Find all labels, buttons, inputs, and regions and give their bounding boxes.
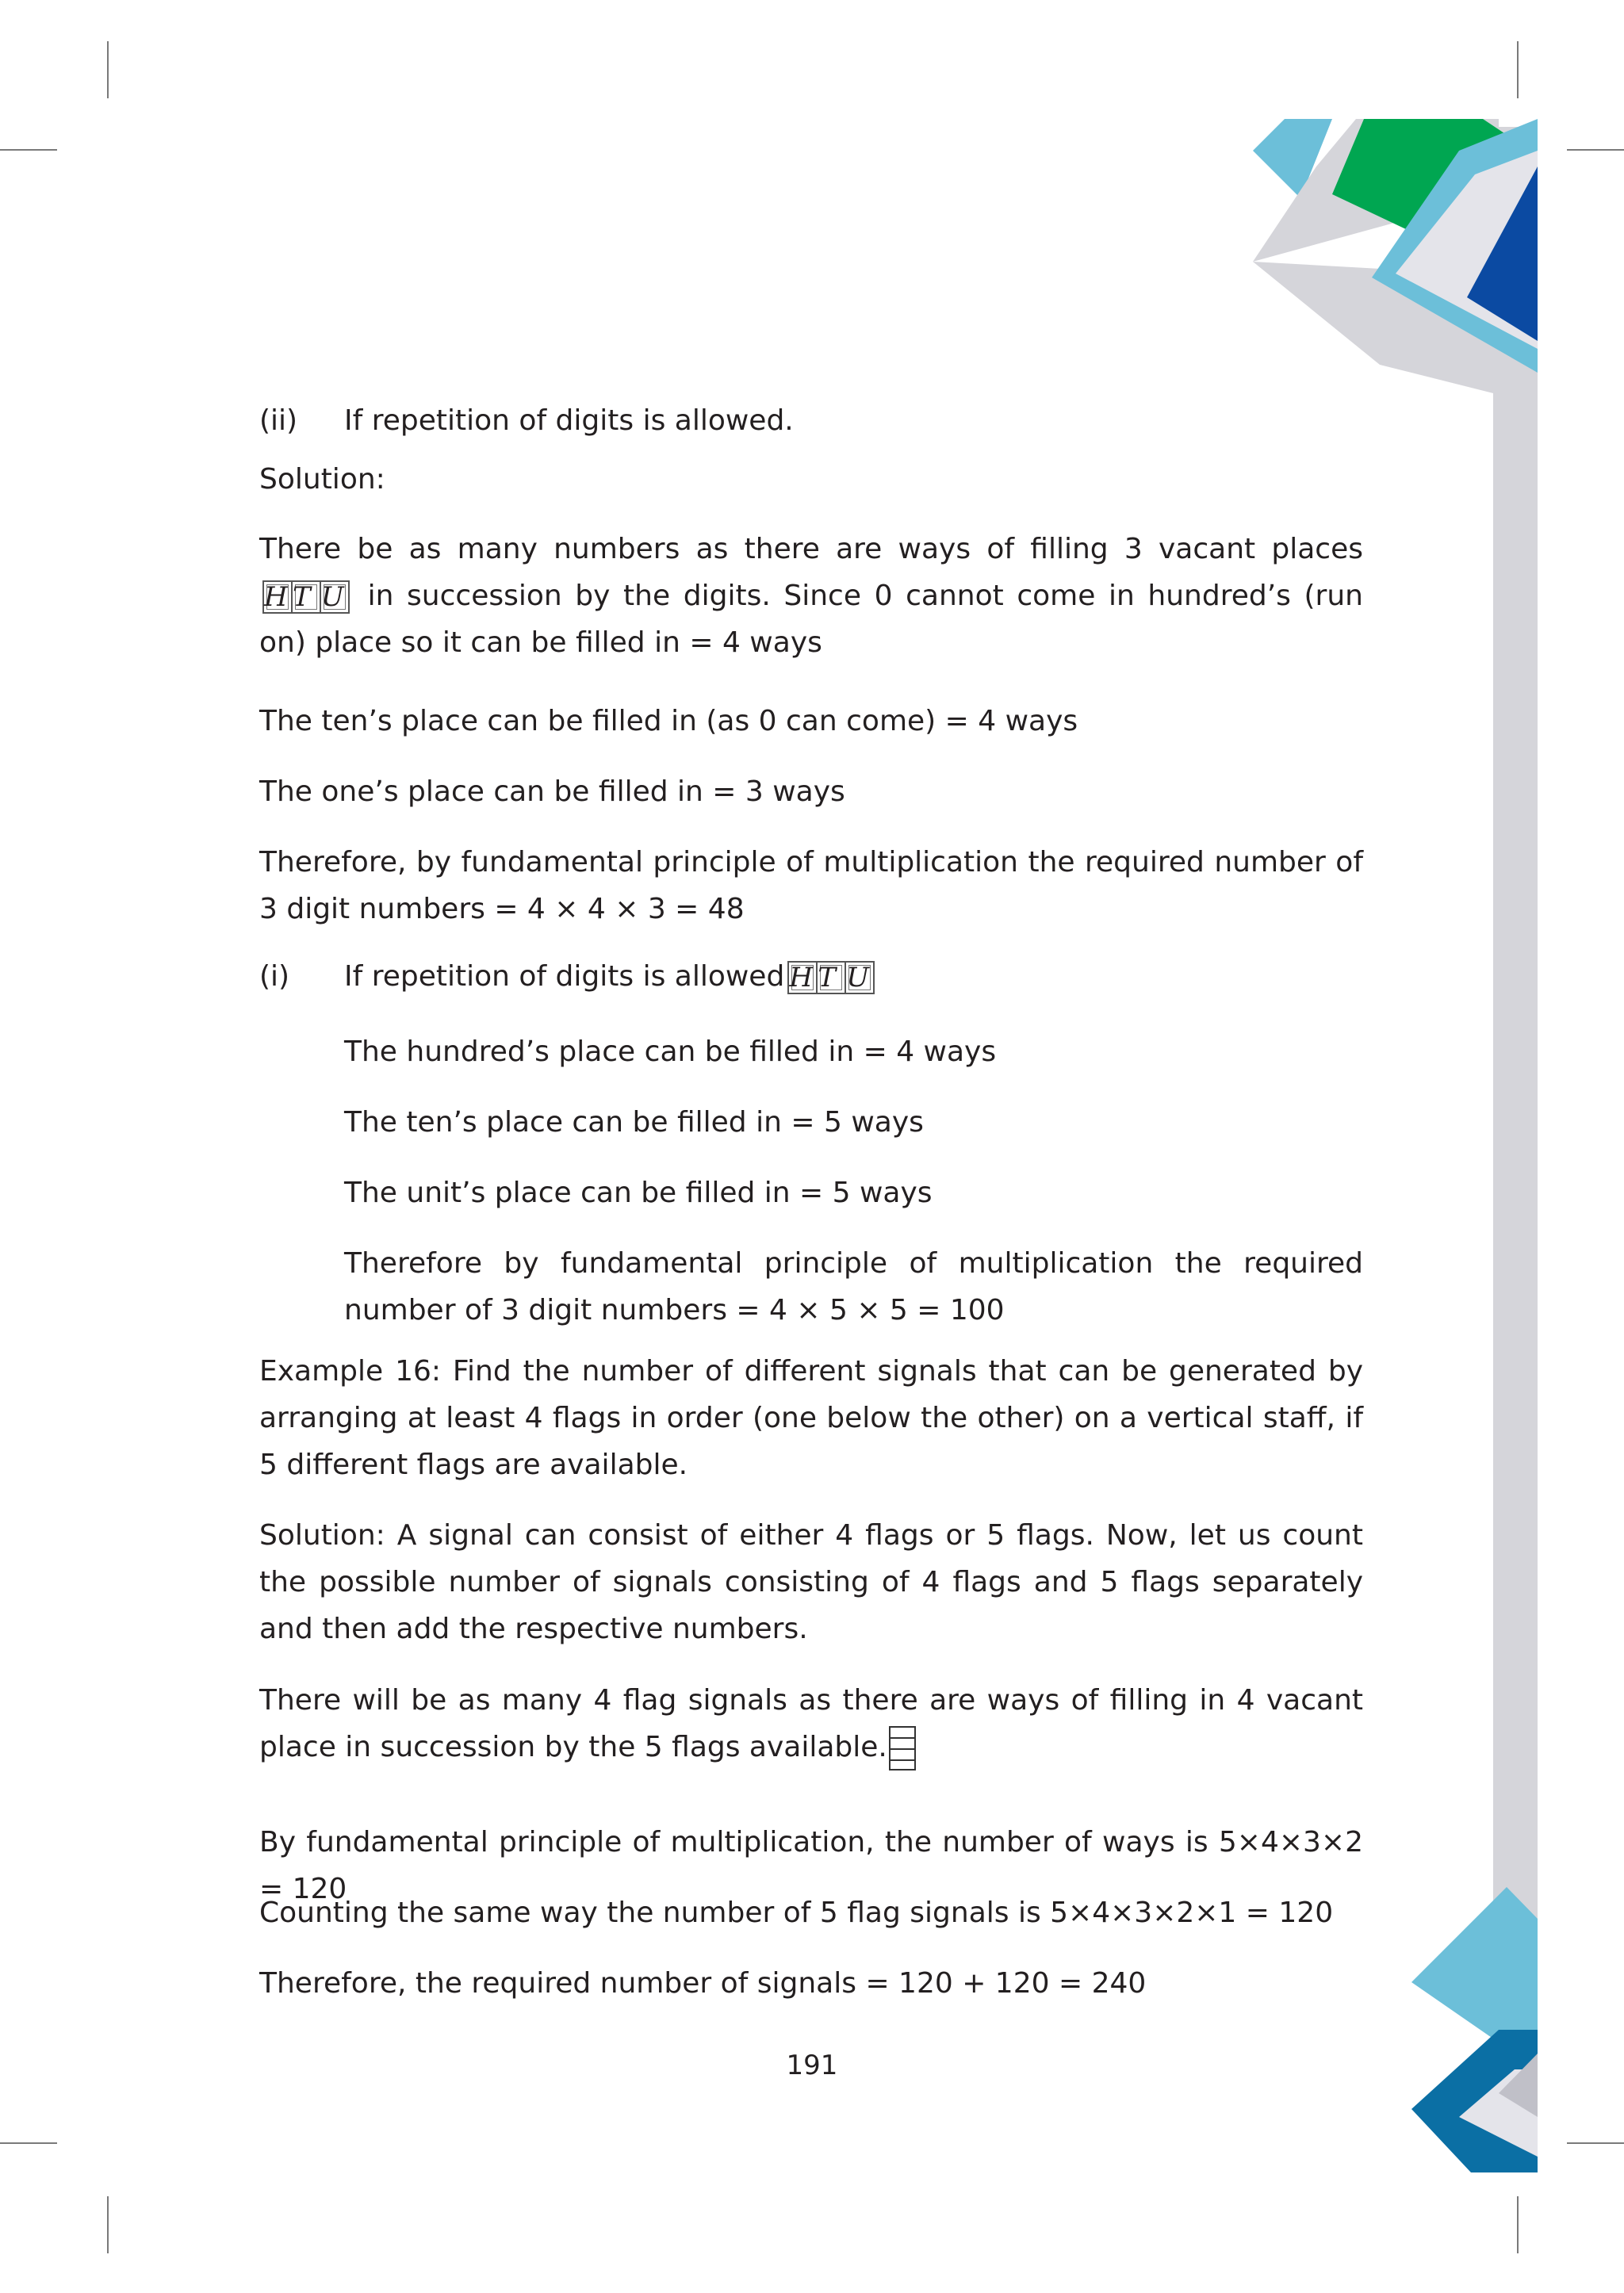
crop-mark <box>107 2196 109 2253</box>
paragraph <box>344 953 1363 1000</box>
htu-box: U <box>320 580 350 614</box>
paragraph: Solution: <box>259 463 385 496</box>
text-span: If repetition of digits is allowed <box>344 960 785 993</box>
htu-boxes <box>789 961 875 994</box>
page-number: 191 <box>786 2050 838 2081</box>
paragraph: Therefore, by fundamental principle of multiplication the required number of 3 digit numbers = 4 × 4 × 3 = 48 <box>259 846 1363 925</box>
flag-slots-box <box>889 1726 916 1770</box>
htu-box: T <box>816 961 846 994</box>
paragraph: Solution: A signal can consist of either 4 flags or 5 flags. Now, let us count the possible number of signals consisting of 4 flags and 5 flags separately and then add the respective numbers. <box>259 1519 1363 1645</box>
htu-box: H <box>262 580 293 614</box>
paragraph: The hundred’s place can be filled in = 4 ways <box>344 1035 997 1068</box>
htu-box: T <box>291 580 321 614</box>
text-span: There be as many numbers as there are ways of filling 3 vacant places <box>259 533 1363 565</box>
crop-mark <box>0 2142 57 2144</box>
side-gray-band <box>1493 127 1538 2172</box>
paragraph: The ten’s place can be filled in = 5 ways <box>344 1106 924 1139</box>
paragraph <box>259 1677 1363 1770</box>
list-marker: (ii) <box>259 404 298 437</box>
list-marker: (i) <box>259 960 290 993</box>
text-span: in succession by the digits. Since 0 cannot come in hundred’s (run on) place so it can be filled in = 4 ways <box>259 580 1363 659</box>
crop-mark <box>1517 41 1519 98</box>
paragraph: By fundamental principle of multiplication, the number of ways is 5×4×3×2 = 120 <box>259 1826 1363 1905</box>
paragraph: Therefore by fundamental principle of multiplication the required number of 3 digit numbers = 4 × 5 × 5 = 100 <box>344 1247 1363 1326</box>
paragraph: If repetition of digits is allowed. <box>344 404 794 437</box>
text-span: There will be as many 4 flag signals as there are ways of filling in 4 vacant place in succession by the 5 flags available. <box>259 1684 1363 1763</box>
htu-box: U <box>845 961 875 994</box>
htu-box: H <box>787 961 818 994</box>
bottom-corner-decoration <box>1411 1887 1624 2172</box>
top-corner-decoration <box>1237 119 1624 404</box>
paragraph <box>259 526 1363 666</box>
paragraph: The unit’s place can be filled in = 5 ways <box>344 1177 933 1209</box>
paragraph: The ten’s place can be filled in (as 0 can come) = 4 ways <box>259 705 1078 737</box>
crop-mark <box>107 41 109 98</box>
paragraph: The one’s place can be filled in = 3 ways <box>259 775 845 808</box>
crop-mark <box>0 149 57 151</box>
paragraph: Counting the same way the number of 5 flag signals is 5×4×3×2×1 = 120 <box>259 1897 1334 1929</box>
example-heading-paragraph: Example 16: Find the number of different signals that can be generated by arranging at least 4 flags in order (one below the other) on a vertical staff, if 5 different flags are available. <box>259 1355 1363 1481</box>
htu-boxes <box>264 580 350 614</box>
crop-mark <box>1517 2196 1519 2253</box>
paragraph: Therefore, the required number of signals = 120 + 120 = 240 <box>259 1967 1147 2000</box>
